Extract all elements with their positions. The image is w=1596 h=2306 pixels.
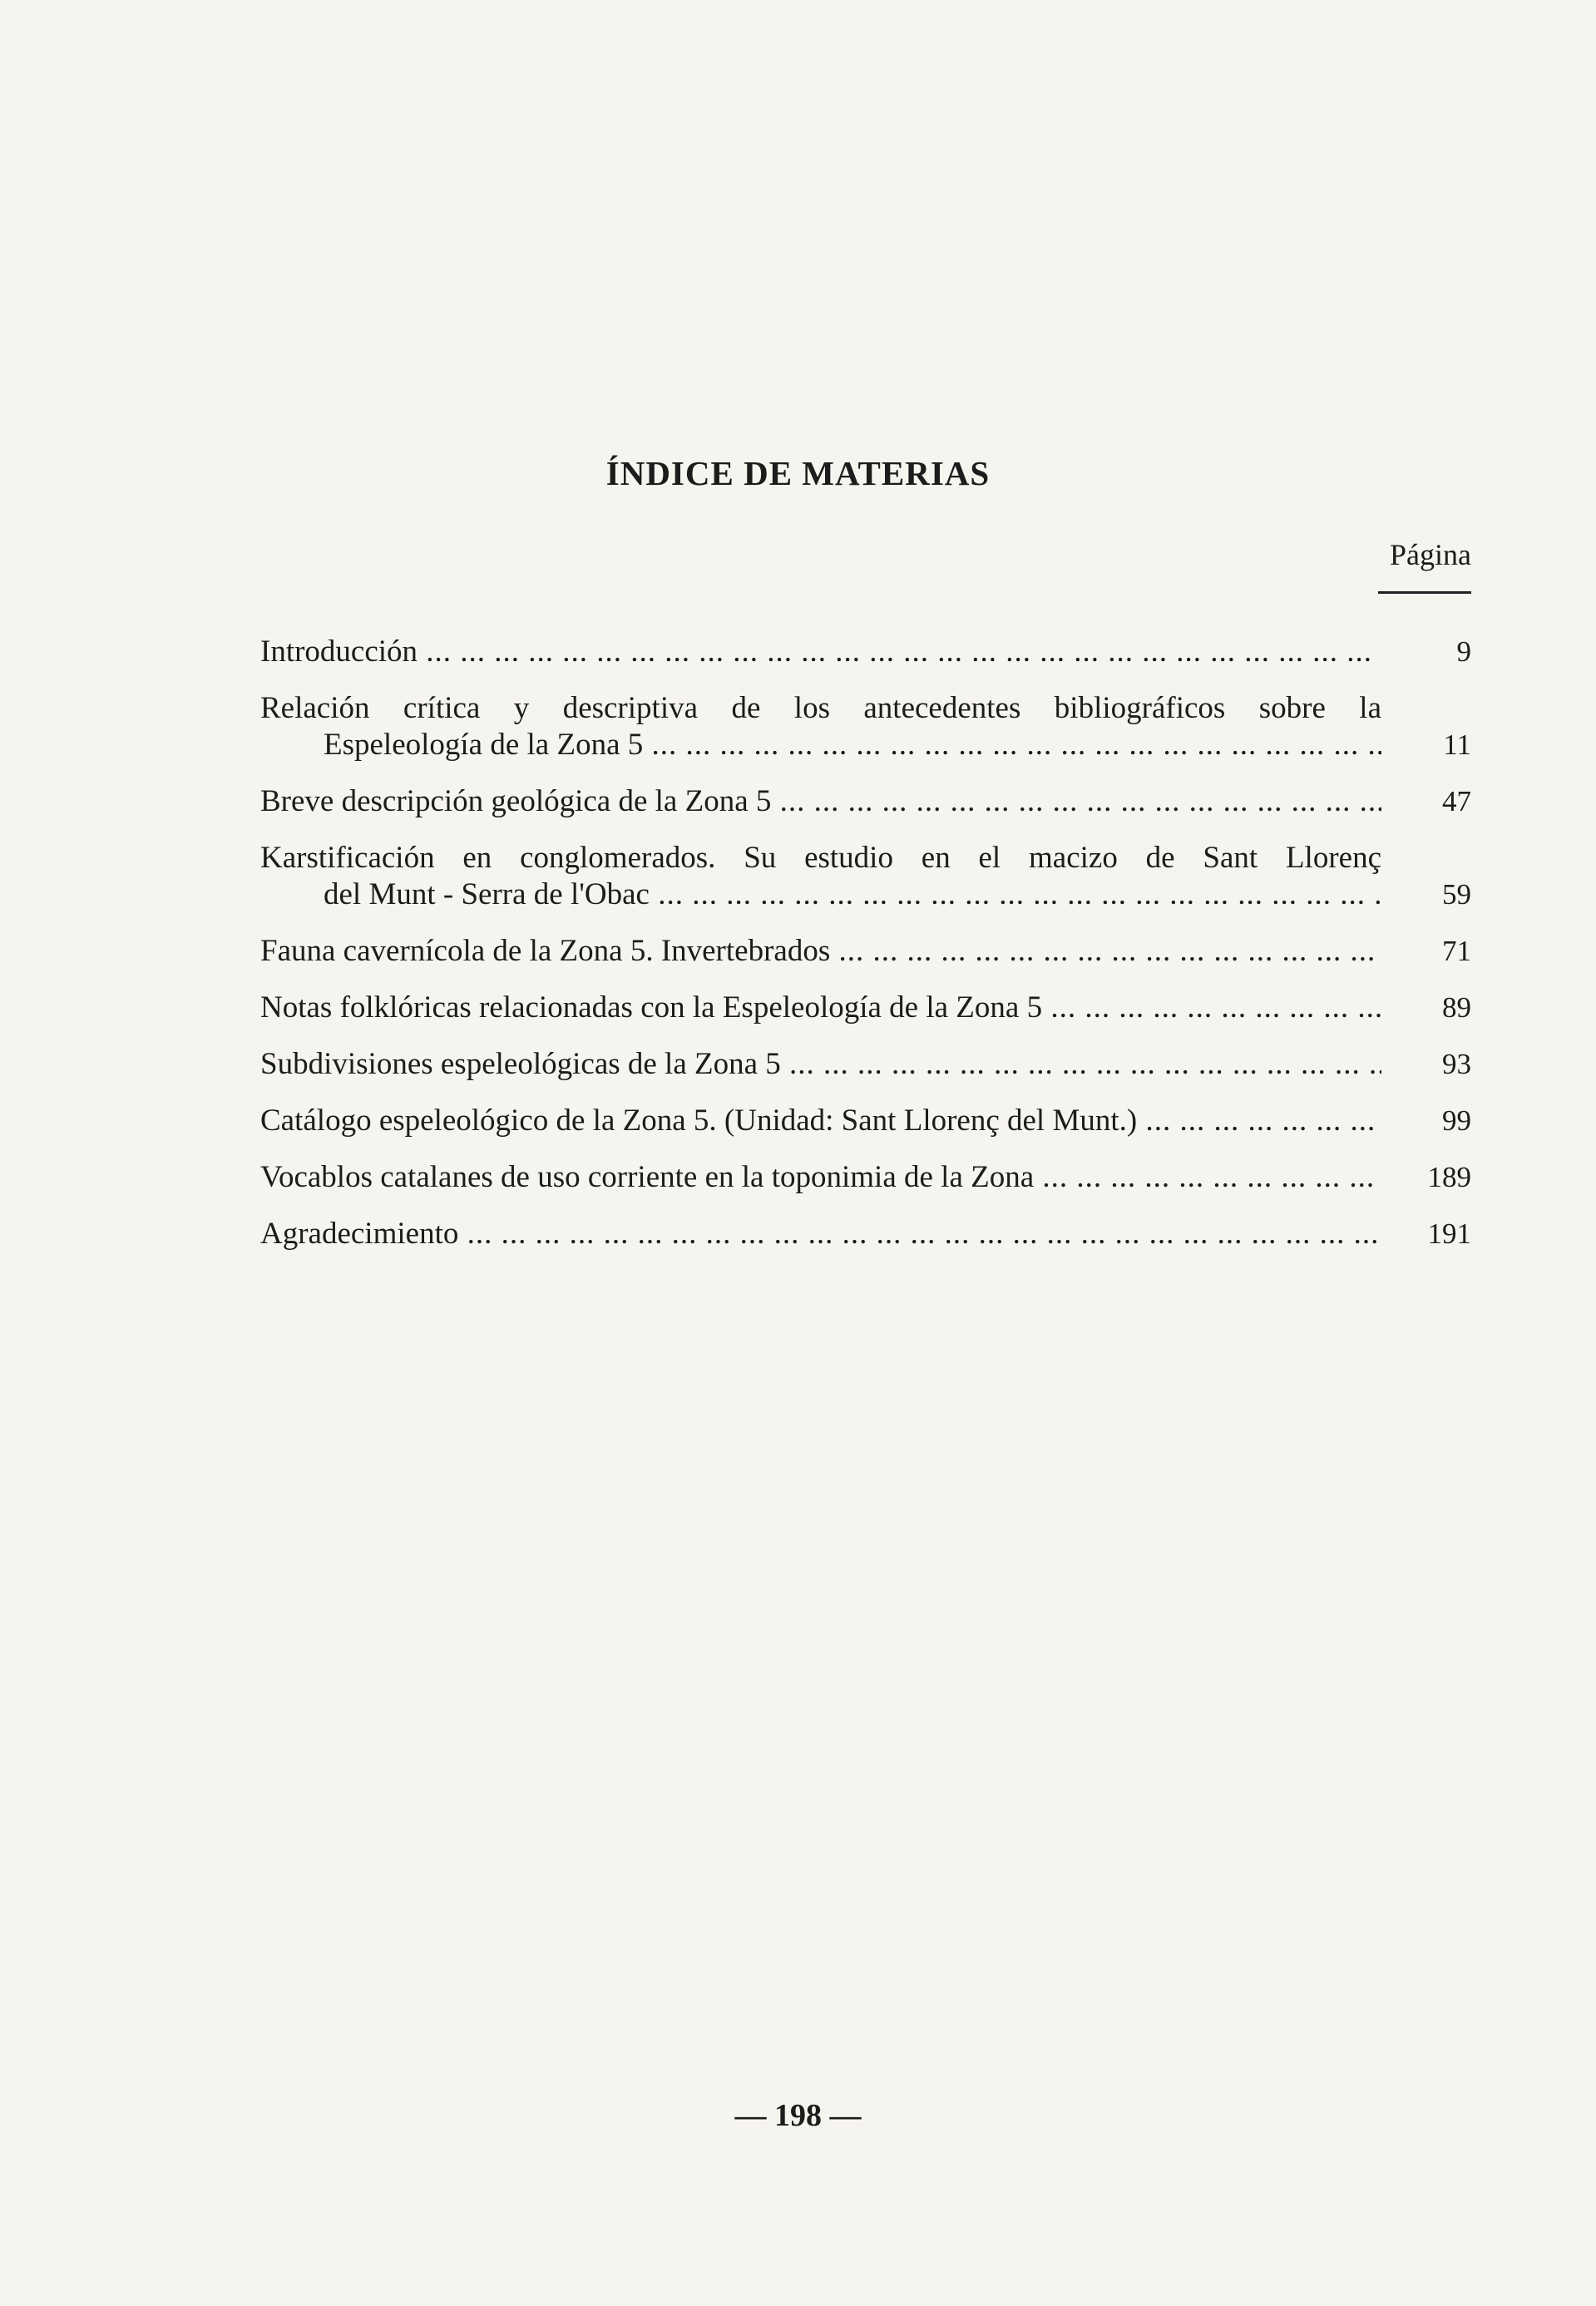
toc-entry-title: Relación crítica y descriptiva de los antecedentes bibliográficos sobre la (260, 691, 1381, 725)
toc-entry-title: Vocablos catalanes de uso corriente en la toponimia de la Zona ... . (260, 1159, 1381, 1196)
table-of-contents (260, 634, 1471, 1272)
toc-page-number: 93 (1442, 1048, 1471, 1080)
toc-entry-title: Fauna cavernícola de la Zona 5. Invertebrados ... . (260, 933, 1381, 970)
toc-entry-title: Notas folklóricas relacionadas con la Espeleología de la Zona 5 ... . (260, 990, 1381, 1026)
toc-entry-title: Introducción ... . (260, 634, 1381, 670)
toc-entry-vocablos (260, 1159, 1471, 1196)
toc-page-number: 189 (1427, 1161, 1471, 1193)
page-number-folio: — 198 — (734, 2098, 862, 2133)
toc-entry-subdivisiones (260, 1046, 1471, 1083)
toc-entry-catalogo (260, 1103, 1471, 1139)
toc-entry-title: Subdivisiones espeleológicas de la Zona 5 ... . (260, 1046, 1381, 1083)
toc-page-number: 191 (1427, 1217, 1471, 1250)
toc-entry-introduccion (260, 634, 1471, 670)
toc-entry-karstificacion (260, 840, 1471, 913)
toc-page-number: 99 (1442, 1104, 1471, 1137)
toc-entry-title: Agradecimiento ... . (260, 1216, 1381, 1252)
toc-page-number: 47 (1442, 785, 1471, 817)
toc-page-number: 11 (1443, 728, 1471, 761)
toc-entry-title: Breve descripción geológica de la Zona 5 ... . (260, 783, 1381, 820)
toc-entry-title: Karstificación en conglomerados. Su estudio en el macizo de Sant Llorenç (260, 841, 1381, 875)
toc-entry-title-continuation: Espeleología de la Zona 5 ... . (324, 727, 1381, 763)
toc-entry-title-continuation: del Munt - Serra de l'Obac ... . (324, 876, 1381, 913)
toc-page-number: 9 (1456, 635, 1471, 668)
toc-entry-agradecimiento (260, 1216, 1471, 1252)
header-rule (1378, 591, 1471, 594)
toc-page-number: 71 (1442, 935, 1471, 967)
page-column-header: Página (1390, 538, 1471, 571)
toc-page-number: 89 (1442, 991, 1471, 1024)
toc-entry-relacion-critica (260, 690, 1471, 763)
toc-entry-fauna (260, 933, 1471, 970)
toc-entry-notas-folkloricas (260, 990, 1471, 1026)
toc-entry-title: Catálogo espeleológico de la Zona 5. (Unidad: Sant Llorenç del Munt.) ... . (260, 1103, 1381, 1139)
toc-entry-breve-descripcion (260, 783, 1471, 820)
page-title: ÍNDICE DE MATERIAS (605, 454, 991, 492)
toc-page-number: 59 (1442, 878, 1471, 911)
